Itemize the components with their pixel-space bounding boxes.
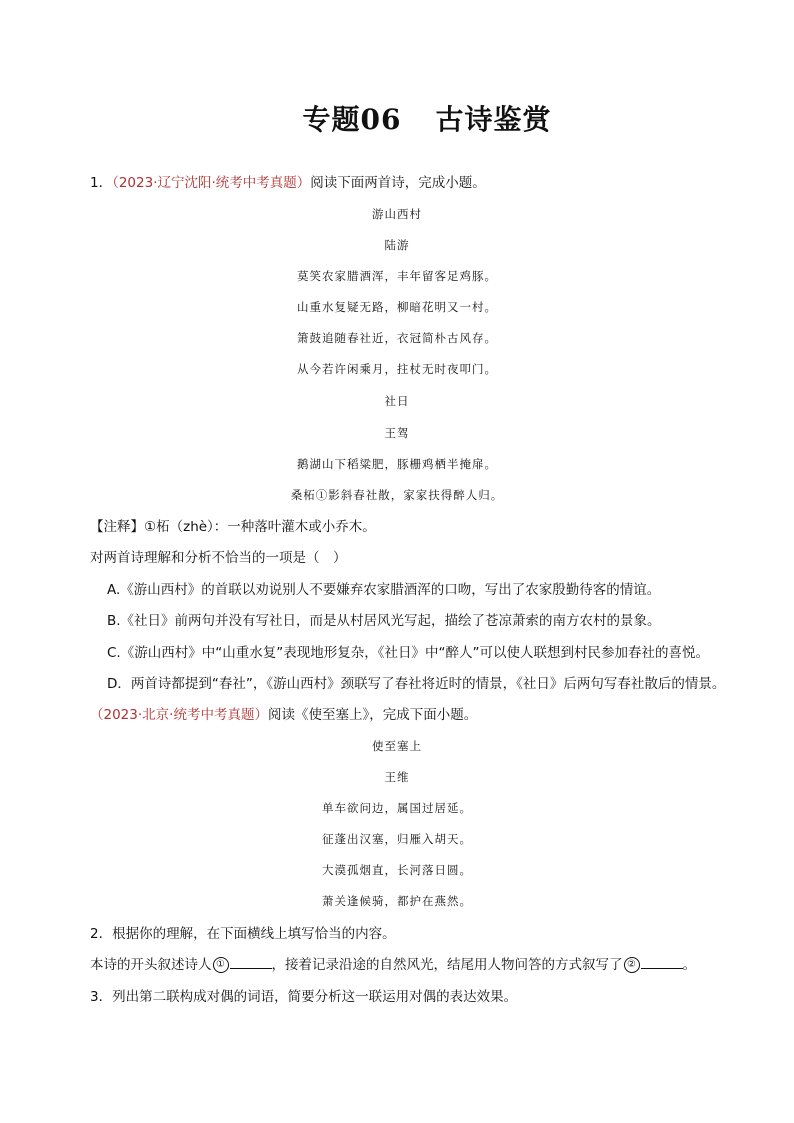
question-3-stem: 3．列出第二联构成对偶的词语，简要分析这一联运用对偶的表达效果。 [90, 989, 518, 1005]
question-1-stem: 对两首诗理解和分析不恰当的一项是（ ） [90, 550, 347, 566]
answer-blank-1[interactable] [230, 956, 272, 969]
question-group-2-instruction: 阅读《使至塞上》，完成下面小题。 [267, 707, 478, 723]
question-1-number: 1． [90, 175, 113, 191]
question-2-fill-sentence [90, 956, 696, 974]
poem-3-title: 使至塞上 [372, 739, 422, 753]
poem-1-title: 游山西村 [372, 207, 422, 221]
poem-1-author: 陆游 [384, 238, 410, 252]
option-b: B.《社日》前两句并没有写社日，而是从村居风光写起，描绘了苍凉萧索的南方农村的景象。 [107, 613, 661, 629]
fill-text-c: 。 [682, 957, 696, 973]
answer-blank-2[interactable] [641, 956, 683, 969]
option-a: A.《游山西村》的首联以劝说别人不要嫌弃农家腊酒浑的口吻，写出了农家殷勤待客的情谊。 [107, 582, 661, 598]
poem-3-line: 征蓬出汉塞，归雁入胡天。 [322, 832, 472, 846]
blank-marker-2: ② [624, 957, 640, 973]
question-1-instruction: 阅读下面两首诗，完成小题。 [310, 175, 486, 191]
poem-3-line: 大漠孤烟直，长河落日圆。 [322, 863, 472, 877]
page-title [0, 98, 794, 138]
annotation-label: 【注释】 [90, 519, 144, 535]
poem-3-line: 单车欲问边，属国过居延。 [322, 801, 472, 815]
blank-marker-1: ① [213, 957, 229, 973]
option-c: C.《游山西村》中“山重水复”表现地形复杂，《社日》中“醉人”可以使人联想到村民参加春社的喜悦。 [107, 645, 709, 661]
poem-2-title: 社日 [384, 394, 410, 408]
fill-text-a: 本诗的开头叙述诗人 [90, 957, 212, 973]
poem-1-line: 莫笑农家腊酒浑，丰年留客足鸡豚。 [297, 269, 497, 283]
poem-1-line: 箫鼓追随春社近，衣冠简朴古风存。 [297, 331, 497, 345]
title-topic-name: 古诗鉴赏 [435, 103, 552, 136]
question-1-source: （2023·辽宁沈阳·统考中考真题） [112, 175, 311, 191]
poem-1-line: 山重水复疑无路，柳暗花明又一村。 [297, 300, 497, 314]
question-group-2-source: （2023·北京·统考中考真题） [90, 707, 268, 723]
question-1-header [90, 174, 486, 192]
poem-1-line: 从今若许闲乘月，拄杖无时夜叩门。 [297, 362, 497, 376]
poem-3-line: 萧关逢候骑，都护在燕然。 [322, 894, 472, 908]
fill-text-b: ，接着记录沿途的自然风光，结尾用人物问答的方式叙写了 [271, 957, 623, 973]
option-d: D．两首诗都提到“春社”，《游山西村》颈联写了春社将近时的情景，《社日》后两句写春社散后的情景。 [107, 676, 726, 692]
poem-2-author: 王驾 [384, 426, 410, 440]
question-group-2-header [90, 706, 477, 724]
poem-3-author: 王维 [384, 770, 410, 784]
annotation [90, 518, 376, 536]
title-topic-number: 专题06 [302, 103, 402, 136]
annotation-text: ①柘（zhè）：一种落叶灌木或小乔木。 [144, 519, 376, 535]
poem-2-line: 桑柘①影斜春社散，家家扶得醉人归。 [290, 488, 504, 502]
question-2-stem: 2．根据你的理解，在下面横线上填写恰当的内容。 [90, 926, 396, 942]
poem-2-line: 鹅湖山下稻粱肥，豚栅鸡栖半掩扉。 [297, 457, 497, 471]
